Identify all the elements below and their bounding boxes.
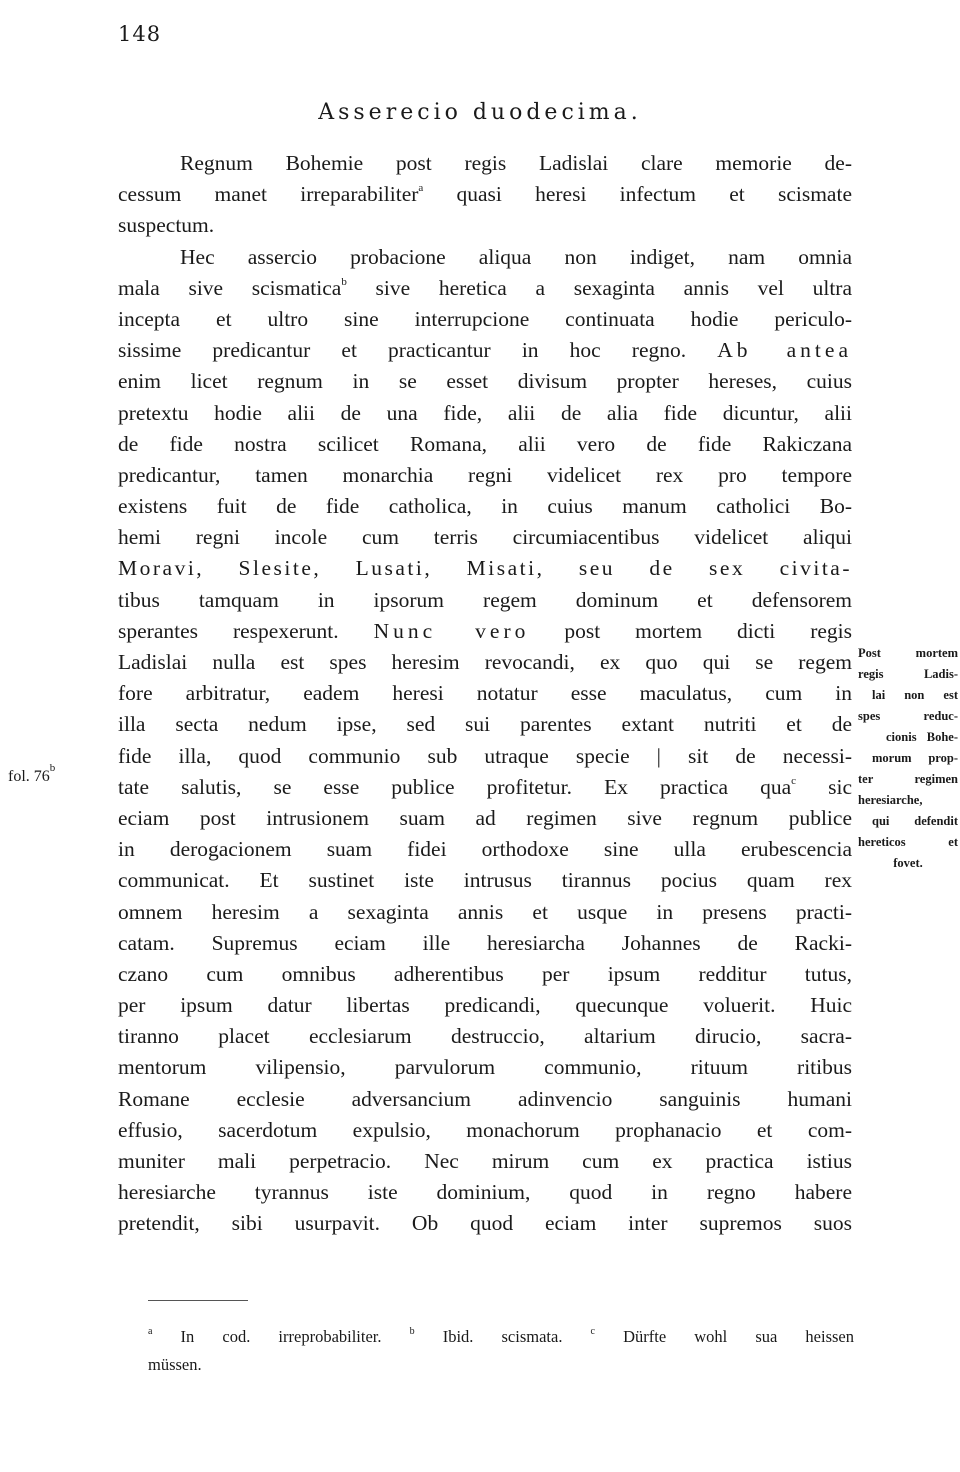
footnote-b: Ibid. scismata. (442, 1327, 563, 1346)
text-line: catam. Supremus eciam ille heresiarcha Johannes de Racki- (118, 930, 852, 955)
text-line: Regnum Bohemie post regis Ladislai clare memorie de- (180, 151, 852, 175)
text-line: fore arbitratur, eadem heresi notatur esse maculatus, cum in (118, 681, 852, 706)
text-line: tiranno placet ecclesiarum destruccio, altarium dirucio, sacra- (118, 1024, 852, 1049)
margin-note-line: heresiarche, (858, 793, 923, 807)
text-line: fide illa, quod communio sub utraque specie | sit de necessi- (118, 743, 852, 768)
text-line: tibus tamquam in ipsorum regem dominum et defensorem (118, 587, 852, 612)
text-line: pretendit, sibi usurpavit. Ob quod eciam inter supremos suos (118, 1211, 852, 1236)
text-line: czano cum omnibus adherentibus per ipsum redditur tutus, (118, 961, 852, 986)
text-line: de fide nostra scilicet Romana, alii vero de fide Rakiczana (118, 431, 852, 456)
footnotes (148, 1323, 854, 1379)
footnote-ref-c: c (791, 774, 797, 787)
folio-marker: fol. 76$^b$ (8, 762, 56, 785)
footnote-ref-b: b (341, 275, 347, 288)
text-line: hemi regni incole cum terris circumiacentibus videlicet aliqui (118, 525, 852, 550)
body-text (118, 148, 852, 1240)
text-line: Hec assercio probacione aliqua non indiget, nam omnia (180, 244, 852, 269)
text-line: muniter mali perpetracio. Nec mirum cum ex practica istius (118, 1149, 852, 1173)
text-line: mala sive scismatica$^b$ sive heretica a sexaginta annis vel ultra (118, 275, 853, 300)
footnote-ref-a: a (418, 182, 424, 195)
footnote-a: In cod. irreprobabiliter. (180, 1327, 382, 1346)
text-line: incepta et ultro sine interrupcione continuata hodie periculo- (118, 306, 852, 331)
margin-note-line: regis Ladis- (858, 667, 958, 681)
text-line: tate salutis, se esse publice profitetur. Ex practica qua$^c$ sic (118, 774, 853, 799)
margin-note-line: ter regimen (858, 772, 958, 786)
footnote-divider (148, 1300, 248, 1301)
text-line: sissime predicantur et practicantur in hoc regno. Ab antea (118, 338, 852, 363)
text-line: cessum manet irreparabiliter$^a$ quasi heresi infectum et scismate (118, 182, 852, 207)
text-line: sperantes respexerunt. Nunc vero post mortem dicti regis (118, 618, 853, 643)
margin-note-line: cionis Bohe- (886, 730, 958, 744)
text-line: per ipsum datur libertas predicandi, quecunque voluerit. Huic (118, 993, 852, 1018)
margin-note (858, 643, 958, 874)
section-heading: Asserecio duodecima. (318, 100, 642, 125)
text-line: in derogacionem suam fidei orthodoxe sine ulla erubescencia (118, 837, 852, 862)
text-line: mentorum vilipensio, parvulorum communio, rituum ritibus (118, 1055, 852, 1080)
text-line: Ladislai nulla est spes heresim revocandi, ex quo qui se regem (118, 650, 852, 674)
footnote-mark-b: b (409, 1326, 415, 1337)
text-line: effusio, sacerdotum expulsio, monachorum prophanacio et com- (118, 1117, 852, 1142)
footnote-mark-a: a (148, 1326, 153, 1337)
footnote-mark-c: c (590, 1326, 595, 1337)
text-line: pretextu hodie alii de una fide, alii de alia fide dicuntur, alii (118, 400, 852, 425)
text-line: predicantur, tamen monarchia regni videlicet rex pro tempore (118, 462, 852, 487)
text-line: existens fuit de fide catholica, in cuius manum catholici Bo- (118, 494, 852, 519)
text-line: enim licet regnum in se esset divisum propter hereses, cuius (118, 369, 852, 394)
spaced-emphasis: Nunc vero (373, 618, 530, 643)
margin-note-line: spes reduc- (858, 709, 958, 723)
footnote-line (148, 1323, 854, 1351)
text-line: communicat. Et sustinet iste intrusus tirannus pocius quam rex (118, 868, 852, 893)
text-line: eciam post intrusionem suam ad regimen sive regnum publice (118, 805, 852, 830)
text-line: Romane ecclesie adversancium adinvencio sanguinis humani (118, 1086, 852, 1111)
folio-sup: b (49, 762, 56, 774)
margin-note-line: qui defendit (872, 814, 958, 828)
spaced-emphasis: Ab antea (717, 338, 852, 363)
text-line: heresiarche tyrannus iste dominium, quod in regno habere (118, 1180, 852, 1205)
text-line: suspectum. (118, 213, 215, 238)
text-line: Moravi, Slesite, Lusati, Misati, seu de sex civita- (118, 556, 852, 581)
margin-note-line: hereticos et (858, 835, 958, 849)
margin-note-line: fovet. (893, 856, 923, 870)
text-line: illa secta nedum ipse, sed sui parentes extant nutriti et de (118, 712, 852, 737)
margin-note-line: lai non est (872, 688, 958, 702)
footnote-continuation: müssen. (148, 1355, 202, 1374)
margin-note-line: morum prop- (872, 751, 958, 765)
footnote-c: Dürfte wohl sua heissen (623, 1327, 855, 1346)
margin-note-line: Post mortem (858, 646, 958, 660)
page-number: 148 (118, 22, 162, 46)
text-line: omnem heresim a sexaginta annis et usque in presens practi- (118, 899, 852, 924)
